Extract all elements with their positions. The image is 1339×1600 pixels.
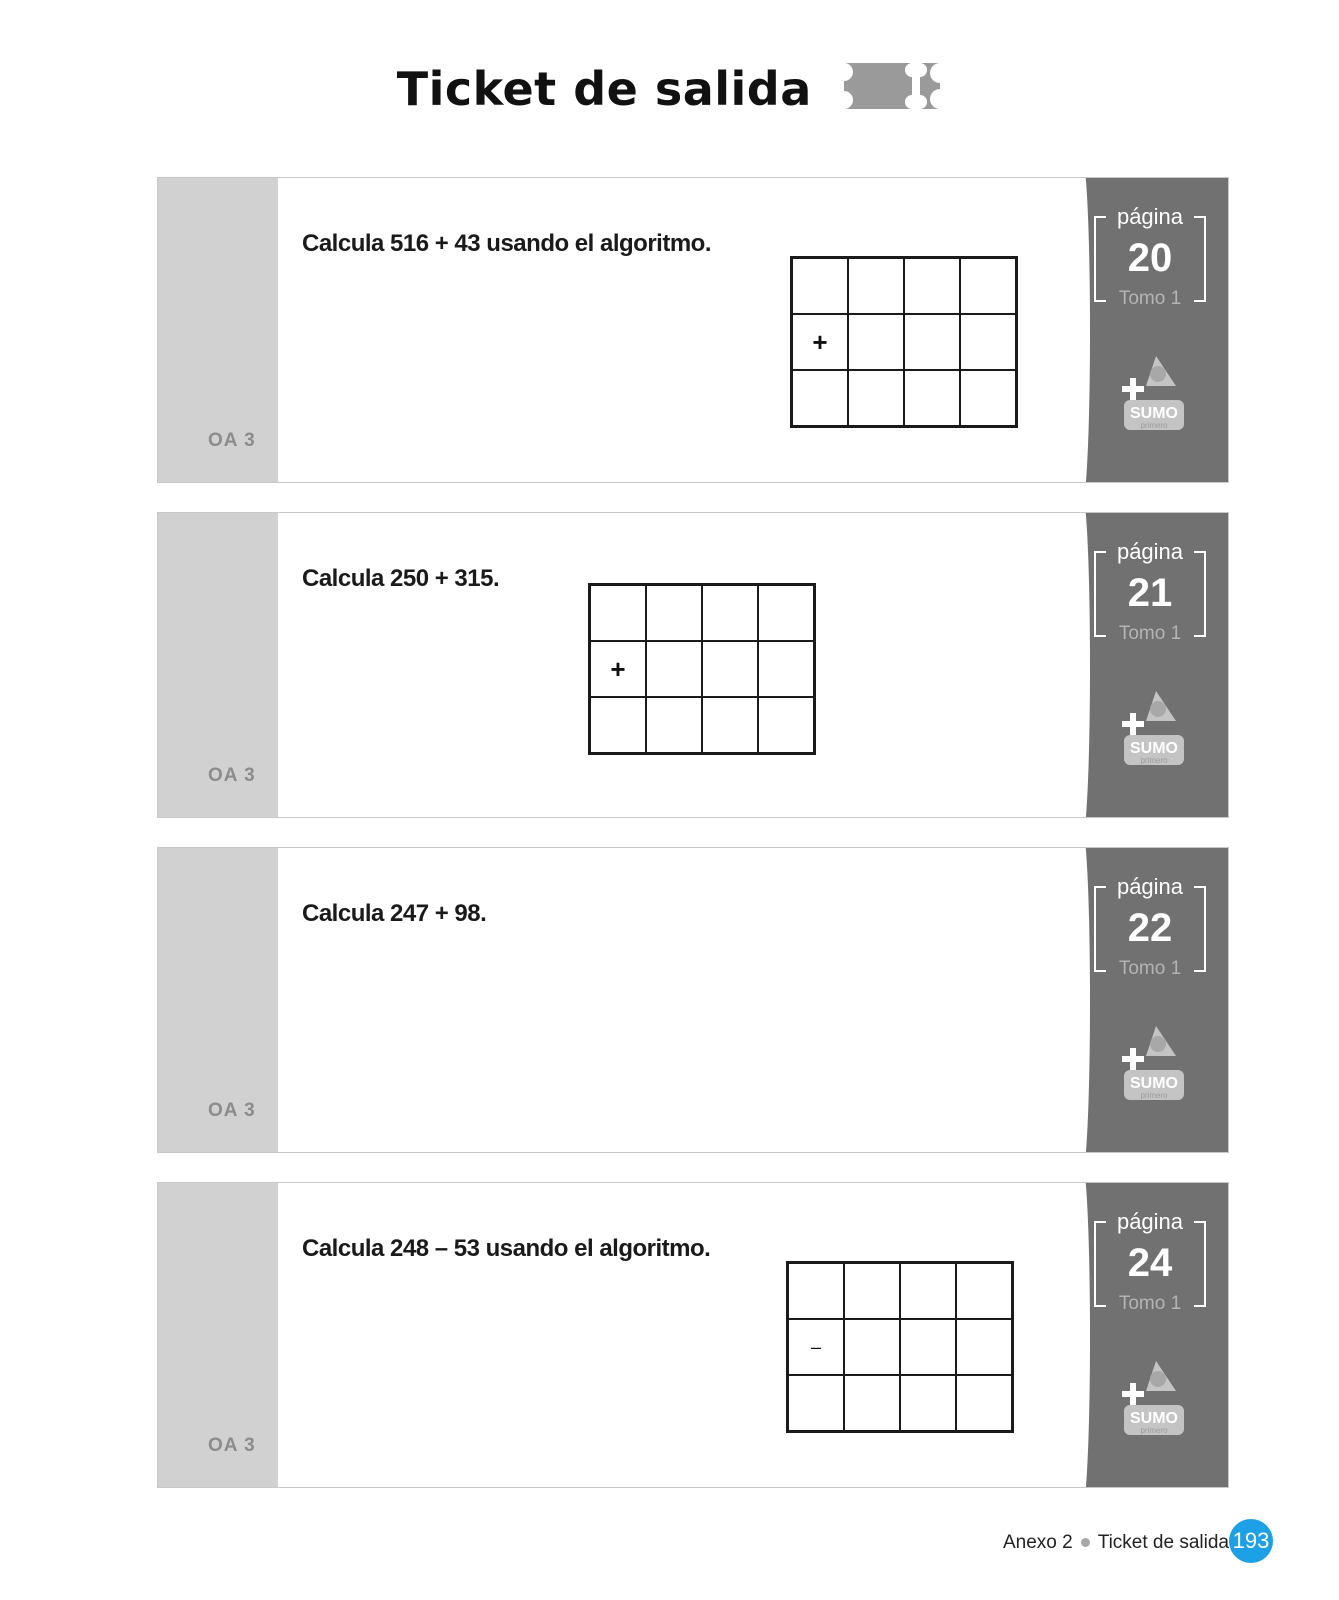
grid-cell[interactable] [844, 1263, 900, 1320]
grid-cell[interactable] [844, 1375, 900, 1432]
grid-cell[interactable] [960, 314, 1017, 370]
ticket-notch [1082, 848, 1090, 1152]
grid-cell[interactable] [792, 258, 849, 315]
svg-text:SUMO: SUMO [1130, 1410, 1178, 1427]
question-text: Calcula 250 + 315. [302, 565, 500, 592]
oa-label: OA 3 [208, 1435, 256, 1456]
svg-text:SUMO: SUMO [1130, 1075, 1178, 1092]
ticket-4 [157, 1182, 1229, 1488]
grid-cell[interactable] [900, 1263, 956, 1320]
page-title-text: Ticket de salida [396, 61, 812, 116]
page-title [0, 58, 1339, 116]
grid-cell[interactable] [646, 697, 702, 754]
svg-text:primero: primero [1140, 1091, 1168, 1100]
oa-label: OA 3 [208, 430, 256, 451]
grid-cell[interactable] [590, 585, 647, 642]
grid-cell[interactable] [590, 697, 647, 754]
page-number: 24 [1127, 1241, 1173, 1285]
svg-text:SUMO: SUMO [1130, 740, 1178, 757]
tomo-label: Tomo 1 [1118, 958, 1182, 979]
grid-cell[interactable] [960, 370, 1017, 427]
page-footer [1003, 1532, 1229, 1554]
grid-cell[interactable] [848, 258, 904, 315]
page-reference-tab [1082, 178, 1228, 482]
page-number-badge: 193 [1229, 1519, 1273, 1563]
sumo-logo-icon [1116, 1022, 1188, 1108]
page-number: 21 [1127, 571, 1173, 615]
ticket-2 [157, 512, 1229, 818]
ticket-notch [1082, 513, 1090, 817]
grid-cell[interactable] [758, 585, 815, 642]
question-text: Calcula 248 – 53 usando el algoritmo. [302, 1235, 711, 1262]
grid-cell[interactable] [792, 370, 849, 427]
grid-cell[interactable] [646, 585, 702, 642]
oa-label: OA 3 [208, 1100, 256, 1121]
grid-cell[interactable] [702, 585, 758, 642]
grid-cell[interactable] [788, 1263, 845, 1320]
tomo-label: Tomo 1 [1118, 623, 1182, 644]
ticket-3 [157, 847, 1229, 1153]
grid-cell[interactable] [844, 1319, 900, 1375]
grid-cell[interactable] [788, 1375, 845, 1432]
grid-cell[interactable] [956, 1263, 1013, 1320]
grid-cell[interactable] [702, 641, 758, 697]
grid-cell[interactable] [956, 1375, 1013, 1432]
page-label: página [1116, 204, 1184, 229]
grid-cell[interactable] [900, 1375, 956, 1432]
grid-cell[interactable] [900, 1319, 956, 1375]
grid-cell[interactable] [758, 697, 815, 754]
ticket-icon [842, 61, 942, 111]
grid-cell[interactable] [904, 314, 960, 370]
grid-cell[interactable] [904, 370, 960, 427]
grid-cell[interactable] [646, 641, 702, 697]
grid-cell[interactable] [904, 258, 960, 315]
grid-cell[interactable] [848, 314, 904, 370]
grid-cell[interactable] [758, 641, 815, 697]
svg-text:primero: primero [1140, 421, 1168, 430]
grid-cell[interactable] [956, 1319, 1013, 1375]
operator-cell: – [788, 1319, 845, 1375]
ticket-notch [1082, 1183, 1090, 1487]
tomo-label: Tomo 1 [1118, 1293, 1182, 1314]
svg-text:primero: primero [1140, 1426, 1168, 1435]
question-text: Calcula 516 + 43 usando el algoritmo. [302, 230, 711, 257]
page-reference-tab [1082, 1183, 1228, 1487]
svg-text:primero: primero [1140, 756, 1168, 765]
operator-cell: + [792, 314, 849, 370]
footer-section: Anexo 2 [1002, 1532, 1073, 1553]
grid-cell[interactable] [960, 258, 1017, 315]
page-reference-tab [1082, 848, 1228, 1152]
calculation-grid [790, 256, 1018, 428]
page-number: 22 [1127, 906, 1173, 950]
footer-name: Ticket de salida [1097, 1532, 1229, 1553]
operator-cell: + [590, 641, 647, 697]
sumo-logo-icon [1116, 352, 1188, 438]
calculation-grid [588, 583, 816, 755]
ticket-1 [157, 177, 1229, 483]
oa-label: OA 3 [208, 765, 256, 786]
grid-cell[interactable] [702, 697, 758, 754]
calculation-grid [786, 1261, 1014, 1433]
ticket-notch [1082, 178, 1090, 482]
bullet-dot-icon [1081, 1538, 1090, 1547]
question-text: Calcula 247 + 98. [302, 900, 487, 927]
page-number: 20 [1127, 236, 1173, 280]
page-reference-tab [1082, 513, 1228, 817]
grid-cell[interactable] [848, 370, 904, 427]
sumo-logo-icon [1116, 687, 1188, 773]
sumo-logo-icon [1116, 1357, 1188, 1443]
tomo-label: Tomo 1 [1118, 288, 1182, 309]
page-label: página [1116, 874, 1184, 899]
page-label: página [1116, 1209, 1184, 1234]
svg-text:SUMO: SUMO [1130, 405, 1178, 422]
page-label: página [1116, 539, 1184, 564]
